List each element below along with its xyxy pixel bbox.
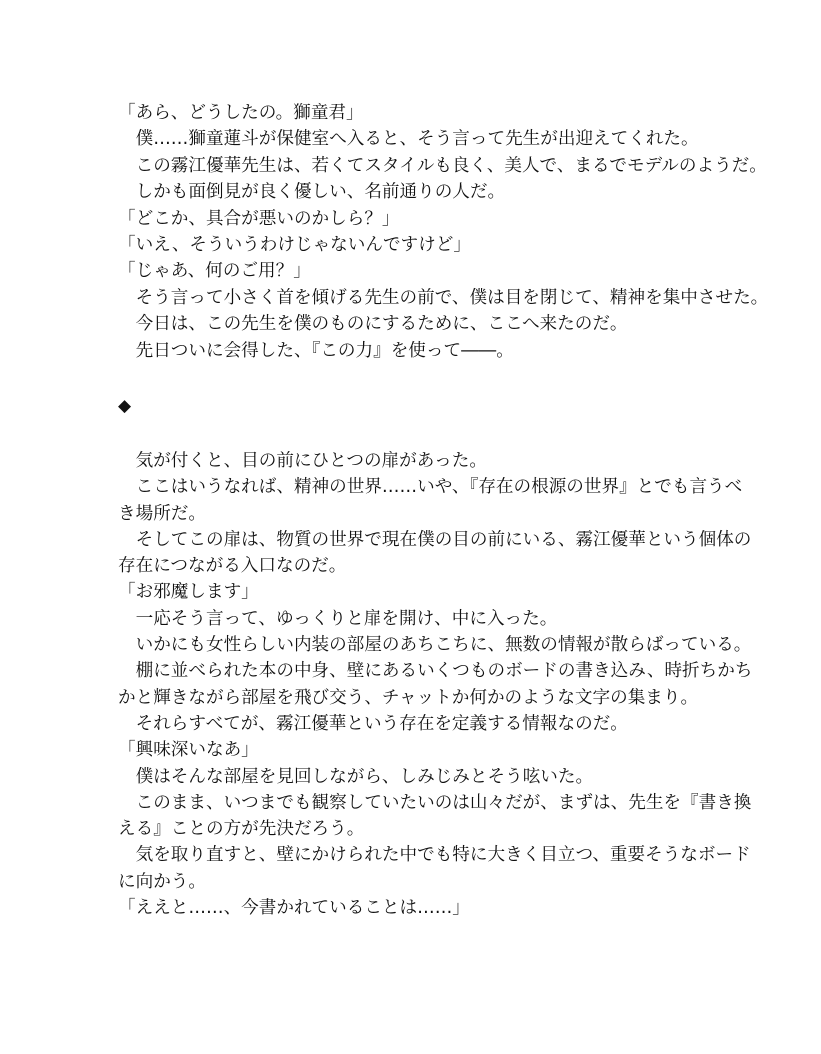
text-line: える』ことの方が先決だろう。 — [118, 819, 365, 840]
text-line: 「いえ、そういうわけじゃないんですけど」 — [118, 234, 471, 255]
text-line: 「どこか、具合が悪いのかしら？」 — [118, 208, 400, 229]
text-line: ここはいうなれば、精神の世界……いや、『存在の根源の世界』とでも言うべ — [118, 477, 743, 498]
text-line: 「ええと……、今書かれていることは……」 — [118, 898, 470, 919]
section-separator-diamond: ◆ — [118, 396, 132, 416]
text-line: 先日ついに会得した、『この力』を使って――。 — [118, 340, 514, 361]
text-line: 「お邪魔します」 — [118, 582, 259, 603]
text-line: 「じゃあ、何のご用？」 — [118, 261, 311, 282]
text-line: 僕はそんな部屋を見回しながら、しみじみとそう呟いた。 — [118, 766, 594, 787]
text-line: いかにも女性らしい内装の部屋のあちこちに、無数の情報が散らばっている。 — [118, 635, 752, 656]
text-line: 「興味深いなあ」 — [118, 740, 259, 761]
text-line: 気を取り直すと、壁にかけられた中でも特に大きく目立つ、重要そうなボード — [118, 845, 751, 866]
text-line: 存在につながる入口なのだ。 — [118, 556, 347, 577]
text-section-2 — [118, 448, 753, 921]
text-line: に向かう。 — [118, 871, 206, 892]
text-line: 一応そう言って、ゆっくりと扉を開け、中に入った。 — [118, 608, 558, 629]
text-line: そう言って小さく首を傾げる先生の前で、僕は目を閉じて、精神を集中させた。 — [118, 287, 769, 308]
text-line: かと輝きながら部屋を飛び交う、チャットか何かのような文字の集まり。 — [118, 687, 699, 708]
text-line: この霧江優華先生は、若くてスタイルも良く、美人で、まるでモデルのようだ。 — [118, 155, 767, 176]
text-line: 今日は、この先生を僕のものにするために、ここへ来たのだ。 — [118, 314, 628, 335]
text-section-1 — [118, 100, 769, 364]
text-line: 「あら、どうしたの。獅童君」 — [118, 103, 364, 123]
text-line: 棚に並べられた本の中身、壁にあるいくつものボードの書き込み、時折ちかち — [118, 661, 753, 682]
text-line: しかも面倒見が良く優しい、名前通りの人だ。 — [118, 182, 506, 203]
text-line: それらすべてが、霧江優華という存在を定義する情報なのだ。 — [118, 713, 628, 734]
text-line: そしてこの扉は、物質の世界で現在僕の目の前にいる、霧江優華という個体の — [118, 529, 752, 550]
text-line: 気が付くと、目の前にひとつの扉があった。 — [118, 451, 487, 471]
text-line: き場所だ。 — [118, 503, 206, 524]
text-line: 僕……獅童蓮斗が保健室へ入ると、そう言って先生が出迎えてくれた。 — [118, 129, 699, 150]
text-line: このまま、いつまでも観察していたいのは山々だが、まずは、先生を『書き換 — [118, 792, 752, 813]
